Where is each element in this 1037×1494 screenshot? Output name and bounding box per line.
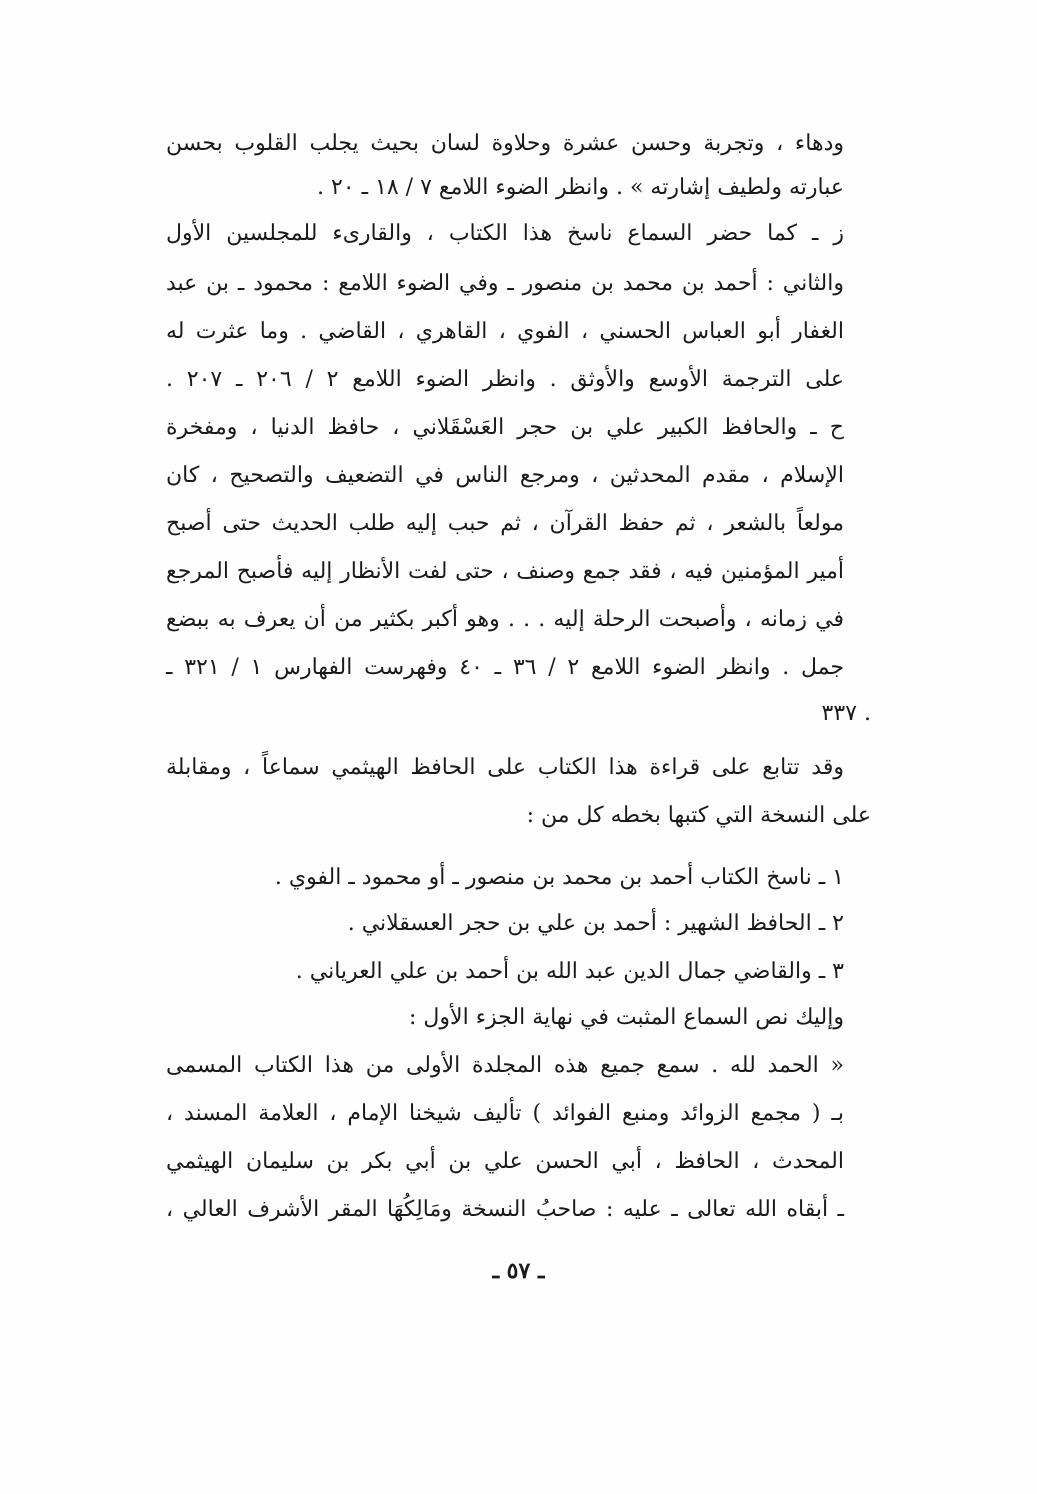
- text-line: ح ـ والحافظ الكبير علي بن حجر العَسْقَلاني ، حافظ الدنيا ، ومفخرة: [166, 415, 844, 440]
- text-line: والثاني : أحمد بن محمد بن منصور ـ وفي الضوء اللامع : محمود ـ بن عبد: [166, 271, 844, 296]
- text-line: في زمانه ، وأصبحت الرحلة إليه . . . وهو أكبر بكثير من أن يعرف به ببضع: [166, 607, 844, 632]
- text-line: المحدث ، الحافظ ، أبي الحسن علي بن أبي بكر بن سليمان الهيثمي: [166, 1149, 844, 1174]
- list-item: ٢ ـ الحافظ الشهير : أحمد بن علي بن حجر العسقلاني .: [347, 911, 844, 936]
- text-line: على الترجمة الأوسع والأوثق . وانظر الضوء اللامع ٢ / ٢٠٦ ـ ٢٠٧ .: [166, 367, 845, 392]
- text-line: بـ ( مجمع الزوائد ومنبع الفوائد ) تأليف شيخنا الإمام ، العلامة المسند ،: [166, 1101, 844, 1126]
- text-line: على النسخة التي كتبها بخطه كل من :: [526, 803, 871, 828]
- text-line: الغفار أبو العباس الحسني ، الفوي ، القاهري ، القاضي . وما عثرت له: [166, 319, 844, 344]
- list-item: ٣ ـ والقاضي جمال الدين عبد الله بن أحمد بن علي العرياني .: [295, 959, 844, 984]
- list-item: ١ ـ ناسخ الكتاب أحمد بن محمد بن منصور ـ أو محمود ـ الفوي .: [274, 865, 844, 890]
- text-line: وإليك نص السماع المثبت في نهاية الجزء الأول :: [409, 1005, 844, 1030]
- text-line: أمير المؤمنين فيه ، فقد جمع وصنف ، حتى لفت الأنظار إليه فأصبح المرجع: [166, 559, 844, 584]
- text-line: ٣٣٧ .: [821, 701, 871, 726]
- text-line: عبارته ولطيف إشارته » . وانظر الضوء اللامع ٧ / ١٨ ـ ٢٠ .: [316, 175, 844, 200]
- text-line: الإسلام ، مقدم المحدثين ، ومرجع الناس في التضعيف والتصحيح ، كان: [166, 463, 844, 488]
- text-line: « الحمد لله . سمع جميع هذه المجلدة الأولى من هذا الكتاب المسمى: [166, 1053, 844, 1078]
- text-line: ز ـ كما حضر السماع ناسخ هذا الكتاب ، والقارىء للمجلسين الأول: [166, 221, 844, 246]
- text-line: مولعاً بالشعر ، ثم حفظ القرآن ، ثم حبب إليه طلب الحديث حتى أصبح: [166, 511, 844, 536]
- text-line: جمل . وانظر الضوء اللامع ٢ / ٣٦ ـ ٤٠ وفهرست الفهارس ١ / ٣٢١ ـ: [166, 655, 844, 680]
- text-line: ـ أبقاه الله تعالى ـ عليه : صاحبُ النسخة ومَالِكُهَا المقر الأشرف العالي ،: [166, 1197, 844, 1222]
- text-line: وقد تتابع على قراءة هذا الكتاب على الحافظ الهيثمي سماعاً ، ومقابلة: [166, 755, 844, 780]
- text-line: ودهاء ، وتجربة وحسن عشرة وحلاوة لسان بحيث يجلب القلوب بحسن: [166, 131, 844, 156]
- page-number: ـ ٥٧ ـ: [492, 1258, 545, 1284]
